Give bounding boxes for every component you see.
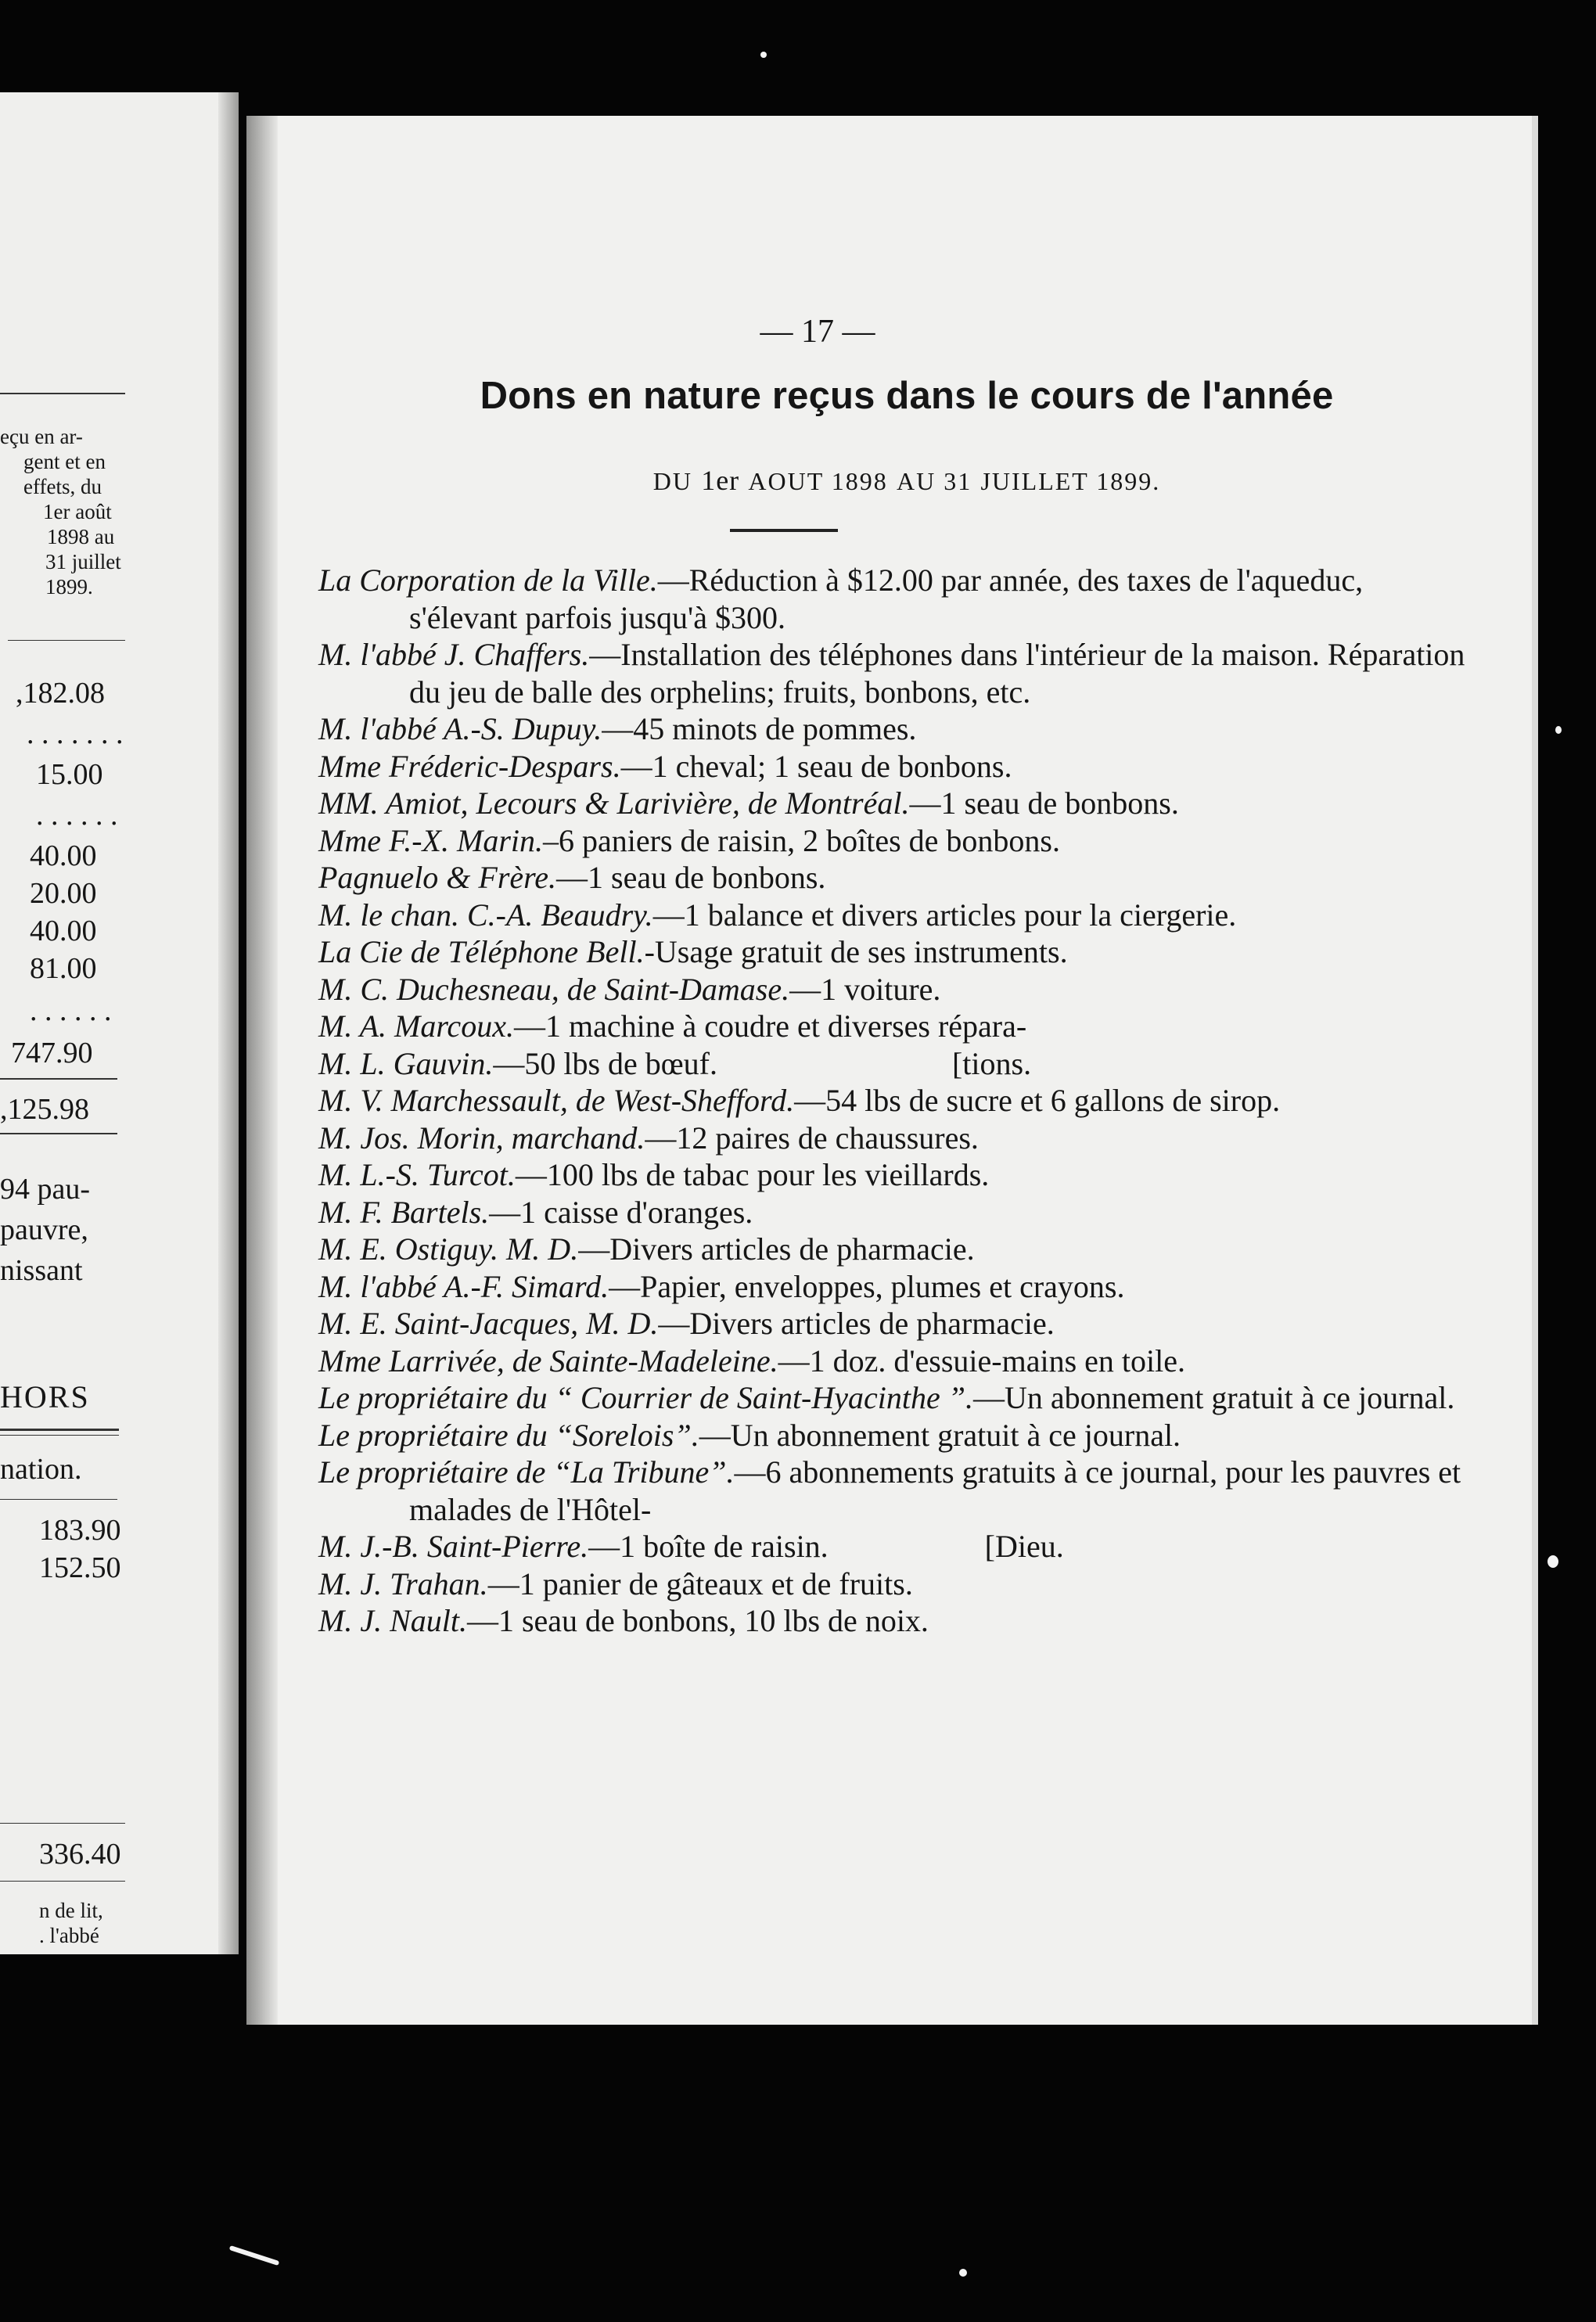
donation-entry (318, 1379, 1476, 1417)
donation-description: —50 lbs de bœuf. [tions. (493, 1045, 1032, 1081)
donation-entry (318, 1120, 1476, 1157)
donation-entry (318, 897, 1476, 934)
donation-entry (318, 1082, 1476, 1120)
left-amount: 20.00 (30, 877, 97, 910)
left-rule-top (0, 393, 125, 394)
left-rule (0, 1133, 117, 1134)
donation-description: —1 seau de bonbons. (909, 785, 1179, 821)
donation-entry (318, 1602, 1476, 1640)
left-note-line: gent et en (23, 450, 106, 473)
left-amount: 183.90 (39, 1514, 121, 1547)
donation-entry (318, 562, 1476, 636)
donor-name: M. l'abbé A.-F. Simard. (318, 1268, 609, 1304)
right-page-gutter (246, 116, 278, 2025)
donor-name: Pagnuelo & Frère. (318, 860, 557, 895)
left-footer-line: . l'abbé (39, 1924, 99, 1947)
donor-name: Mme Fréderic-Despars. (318, 748, 621, 784)
scan-speck (229, 2245, 280, 2266)
donation-entry (318, 1417, 1476, 1454)
donor-name: Le propriétaire du “Sorelois”. (318, 1417, 699, 1453)
donation-description: —1 machine à coudre et diverses répara- (513, 1008, 1027, 1044)
donation-entry (318, 1305, 1476, 1343)
subtitle-prefix: DU (652, 467, 692, 495)
left-amount: 81.00 (30, 952, 97, 985)
donation-entry (318, 785, 1476, 822)
donation-description: —6 abonnements gratuits à ce journal, pour les pauvres et malades de l'Hôtel- (409, 1454, 1469, 1527)
donation-list (318, 562, 1476, 1640)
left-rule (0, 1435, 119, 1436)
left-fragment: pauvre, (0, 1213, 88, 1246)
donor-name: La Corporation de la Ville. (318, 563, 658, 598)
left-amount: 15.00 (36, 758, 103, 791)
left-note-line: 1er août (43, 500, 112, 523)
scan-speck (1547, 1555, 1558, 1568)
donor-name: Mme F.-X. Marin. (318, 822, 543, 858)
donation-description: —Un abonnement gratuit à ce journal. (973, 1380, 1455, 1415)
date-range-subtitle (328, 460, 1486, 498)
left-rule (0, 1429, 119, 1431)
donor-name: M. L.-S. Turcot. (318, 1157, 516, 1192)
left-note-line: 1898 au (47, 525, 115, 548)
donation-description: —1 doz. d'essuie-mains en toile. (778, 1343, 1186, 1378)
donation-entry (318, 859, 1476, 897)
left-note-line: 1899. (45, 575, 93, 598)
donor-name: M. V. Marchessault, de West-Shefford. (318, 1083, 795, 1118)
left-amount: 152.50 (39, 1551, 121, 1584)
left-fragment: nation. (0, 1453, 82, 1486)
donation-entry (318, 1268, 1476, 1306)
left-amount: 40.00 (30, 839, 97, 872)
left-note-line: 31 juillet (45, 550, 121, 573)
donation-description: —Divers articles de pharmacie. (578, 1231, 975, 1267)
left-heading-fragment: HORS (0, 1379, 90, 1414)
donor-name: M. C. Duchesneau, de Saint-Damase. (318, 971, 790, 1007)
donor-name: MM. Amiot, Lecours & Larivière, de Montréal. (318, 785, 910, 821)
subtitle-end-date: JUILLET 1899. (980, 467, 1161, 495)
donor-name: M. F. Bartels. (318, 1194, 490, 1230)
donation-description: —1 panier de gâteaux et de fruits. (487, 1565, 913, 1601)
donation-description: —100 lbs de tabac pour les vieillards. (515, 1157, 990, 1192)
left-amount: . . . . . . (36, 799, 118, 832)
donation-entry (318, 1565, 1476, 1603)
donation-entry (318, 1231, 1476, 1268)
donation-description: —Papier, enveloppes, plumes et crayons. (609, 1268, 1125, 1304)
left-page (0, 92, 239, 1954)
left-fragment: nissant (0, 1254, 83, 1287)
donation-entry (318, 1343, 1476, 1380)
donor-name: M. Jos. Morin, marchand. (318, 1120, 645, 1156)
donation-entry (318, 636, 1476, 710)
donor-name: Le propriétaire de “La Tribune”. (318, 1454, 735, 1490)
donation-entry (318, 1008, 1476, 1045)
left-amount: ,125.98 (0, 1093, 89, 1126)
subtitle-start-date: AOUT 1898 (748, 467, 888, 495)
donation-entry (318, 822, 1476, 860)
donor-name: M. J. Nault. (318, 1603, 467, 1638)
left-rule (0, 1881, 125, 1882)
donation-description: —Divers articles de pharmacie. (658, 1306, 1055, 1341)
donor-name: Le propriétaire du “ Courrier de Saint-Hyacinthe ”. (318, 1380, 973, 1415)
donation-description: —12 paires de chaussures. (645, 1120, 979, 1156)
donation-entry (318, 1045, 1476, 1083)
donation-entry (318, 1528, 1476, 1565)
donation-description: —1 cheval; 1 seau de bonbons. (620, 748, 1012, 784)
donation-description: —1 seau de bonbons, 10 lbs de noix. (466, 1603, 929, 1638)
donation-entry (318, 933, 1476, 971)
donor-name: M. l'abbé J. Chaffers. (318, 637, 590, 672)
left-rule (8, 640, 125, 641)
donation-description: —Réduction à $12.00 par année, des taxes de l'aqueduc, s'élevant parfois jusqu'à $300. (409, 563, 1371, 635)
left-amount: . . . . . . (30, 994, 112, 1027)
left-total: 336.40 (39, 1838, 121, 1871)
left-note-line: effets, du (23, 475, 102, 498)
donation-entry (318, 1156, 1476, 1194)
donor-name: La Cie de Téléphone Bell. (318, 934, 645, 969)
left-rule (0, 1499, 117, 1500)
donor-name: M. A. Marcoux. (318, 1008, 514, 1044)
page-number: — 17 — (760, 314, 875, 350)
left-note-line: eçu en ar- (0, 425, 83, 448)
scan-speck (1555, 726, 1562, 734)
left-rule (0, 1078, 117, 1080)
donor-name: M. E. Ostiguy. M. D. (318, 1231, 579, 1267)
donor-name: Mme Larrivée, de Sainte-Madeleine. (318, 1343, 778, 1378)
donation-description: –6 paniers de raisin, 2 boîtes de bonbons. (543, 822, 1060, 858)
left-fragment: 94 pau- (0, 1173, 91, 1206)
donation-description: —1 voiture. (789, 971, 941, 1007)
donation-entry (318, 971, 1476, 1008)
subtitle-middle: AU 31 (896, 467, 972, 495)
left-page-gutter (218, 92, 239, 1954)
donor-name: M. L. Gauvin. (318, 1045, 494, 1081)
left-footer-line: n de lit, (39, 1899, 103, 1922)
page-title: Dons en nature reçus dans le cours de l'année (480, 375, 1334, 417)
donation-description: —1 boîte de raisin. [Dieu. (588, 1529, 1064, 1564)
donor-name: M. E. Saint-Jacques, M. D. (318, 1306, 659, 1341)
donation-description: —54 lbs de sucre et 6 gallons de sirop. (794, 1083, 1281, 1118)
donation-entry (318, 748, 1476, 785)
left-amount: ,182.08 (16, 677, 105, 710)
donor-name: M. J. Trahan. (318, 1565, 488, 1601)
donor-name: M. le chan. C.-A. Beaudry. (318, 897, 653, 933)
scan-speck (760, 52, 767, 58)
donor-name: M. J.-B. Saint-Pierre. (318, 1529, 589, 1564)
donation-description: —Installation des téléphones dans l'intérieur de la maison. Réparation du jeu de balle des orphelins; fruits, bonbons, etc. (409, 637, 1473, 710)
left-amount: 40.00 (30, 915, 97, 947)
donation-description: —1 balance et divers articles pour la ciergerie. (652, 897, 1237, 933)
scan-speck (959, 2269, 967, 2277)
subtitle-day: 1er (701, 465, 740, 496)
left-rule (0, 1823, 125, 1824)
left-amount: . . . . . . . (27, 717, 124, 750)
donation-entry (318, 710, 1476, 748)
donation-entry (318, 1454, 1476, 1528)
donation-description: -Usage gratuit de ses instruments. (644, 934, 1068, 969)
right-page (246, 116, 1532, 2025)
title-rule (730, 529, 838, 532)
left-amount: 747.90 (11, 1037, 93, 1069)
donation-description: —45 minots de pommes. (602, 711, 917, 746)
donor-name: M. l'abbé A.-S. Dupuy. (318, 711, 602, 746)
donation-description: —1 caisse d'oranges. (489, 1194, 753, 1230)
donation-description: —Un abonnement gratuit à ce journal. (699, 1417, 1181, 1453)
donation-entry (318, 1194, 1476, 1231)
donation-description: —1 seau de bonbons. (556, 860, 826, 895)
